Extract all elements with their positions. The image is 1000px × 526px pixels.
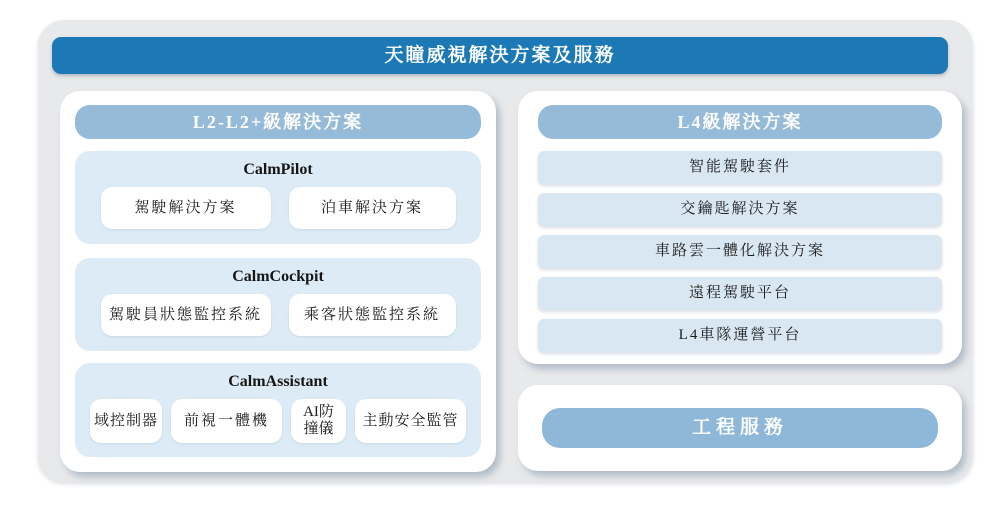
item-vehicle-road-cloud-solution: 車路雲一體化解決方案 bbox=[538, 235, 942, 268]
engineering-services-header bbox=[542, 408, 938, 448]
item-driving-solution: 駕駛解決方案 bbox=[101, 187, 271, 229]
diagram-title: 天瞳威視解決方案及服務 bbox=[384, 45, 616, 66]
l2-solutions-card bbox=[60, 91, 496, 472]
item-driver-monitoring-system: 駕駛員狀態監控系統 bbox=[101, 294, 271, 336]
l4-solutions-header bbox=[538, 105, 942, 139]
item-intelligent-driving-kit: 智能駕駛套件 bbox=[538, 151, 942, 184]
calmpilot-group bbox=[75, 151, 481, 244]
calmcockpit-group bbox=[75, 258, 481, 351]
calmassistant-items bbox=[75, 399, 481, 443]
l4-solutions-card bbox=[518, 91, 962, 364]
engineering-services-card bbox=[518, 385, 962, 471]
item-turnkey-solution: 交鑰匙解決方案 bbox=[538, 193, 942, 226]
item-domain-controller: 域控制器 bbox=[90, 399, 162, 443]
calmassistant-group-title: CalmAssistant bbox=[228, 373, 328, 390]
l2-solutions-header bbox=[75, 105, 481, 139]
engineering-services-label: 工程服務 bbox=[691, 417, 788, 438]
l2-solutions-header-label: L2-L2+級解決方案 bbox=[192, 112, 364, 132]
calmcockpit-group-title: CalmCockpit bbox=[232, 268, 324, 285]
calmcockpit-items bbox=[75, 294, 481, 336]
item-remote-driving-platform: 遠程駕駛平台 bbox=[538, 277, 942, 310]
diagram-title-banner bbox=[52, 37, 948, 74]
l4-solutions-header-label: L4級解決方案 bbox=[677, 112, 803, 132]
item-parking-solution: 泊車解決方案 bbox=[289, 187, 456, 229]
item-passenger-monitoring-system: 乘客狀態監控系統 bbox=[289, 294, 456, 336]
calmpilot-group-title: CalmPilot bbox=[243, 161, 313, 178]
calmassistant-group bbox=[75, 363, 481, 457]
item-front-view-integrated-machine: 前視一體機 bbox=[171, 399, 282, 443]
calmpilot-items bbox=[75, 187, 481, 229]
item-l4-fleet-operation-platform: L4車隊運營平台 bbox=[538, 319, 942, 352]
item-active-safety-supervision: 主動安全監管 bbox=[355, 399, 466, 443]
item-ai-anti-collision: AI防撞儀 bbox=[291, 399, 346, 443]
